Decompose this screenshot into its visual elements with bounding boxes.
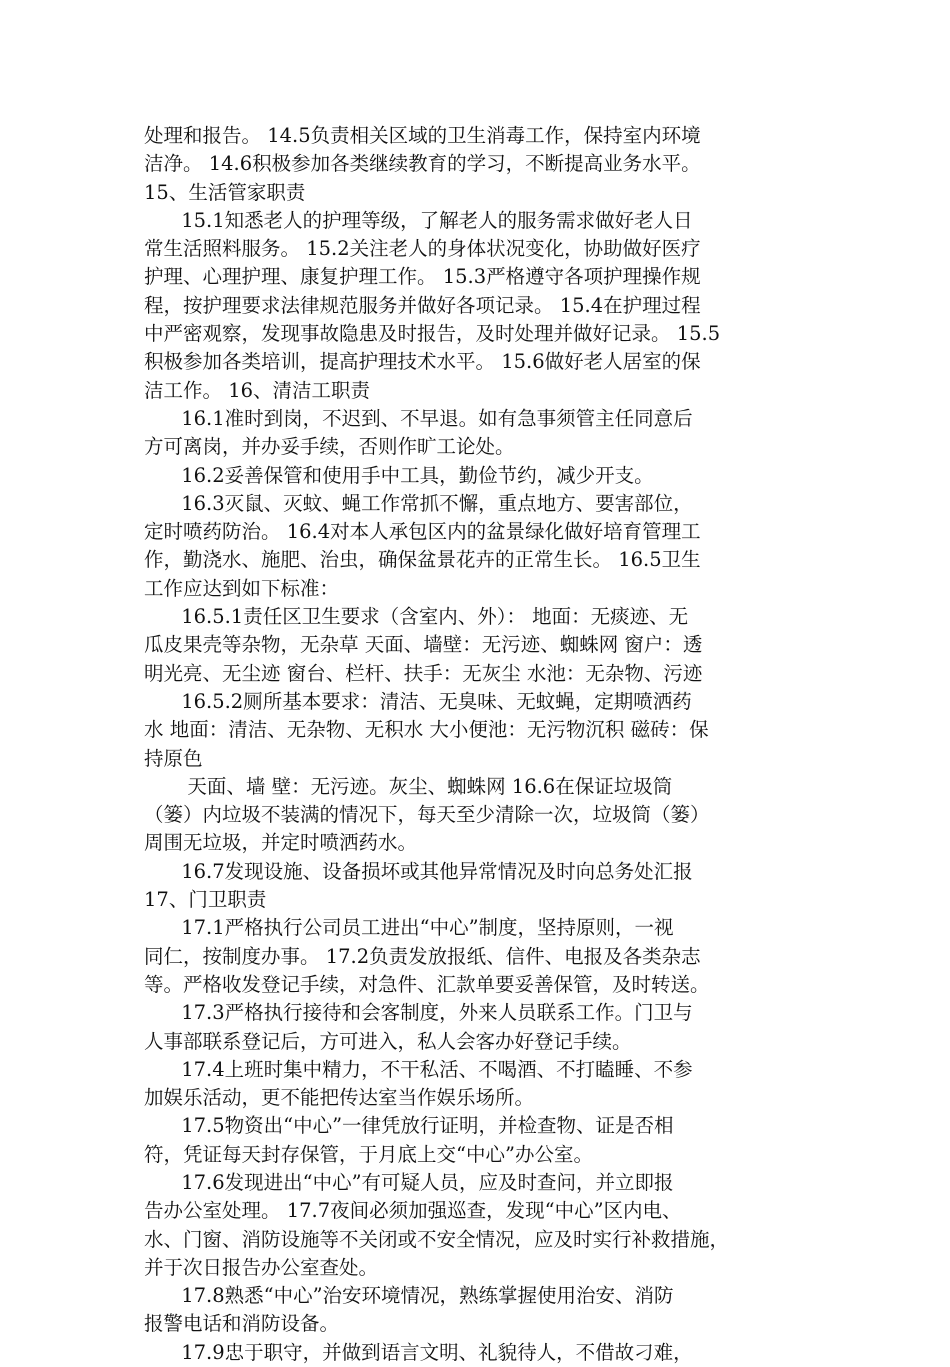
text-line: 17.3严格执行接待和会客制度，外来人员联系工作。门卫与	[144, 1001, 693, 1025]
text-line: 17.1严格执行公司员工进出“中心”制度，坚持原则，一视	[144, 916, 674, 940]
text-line: 水、门窗、消防设施等不关闭或不安全情况，应及时实行补救措施，	[144, 1227, 730, 1251]
text-line: 17.4上班时集中精力，不干私活、不喝酒、不打瞌睡、不参	[144, 1057, 693, 1081]
text-line: 16.7发现设施、设备损坏或其他异常情况及时向总务处汇报	[144, 859, 693, 883]
text-line: 周围无垃圾，并定时喷洒药水。	[144, 831, 418, 855]
text-line: 作，勤浇水、施肥、治虫，确保盆景花卉的正常生长。 16.5卫生	[144, 548, 701, 572]
text-line: 护理、心理护理、康复护理工作。 15.3严格遵守各项护理操作规	[144, 265, 701, 289]
text-line: 16.1准时到岗，不迟到、不早退。如有急事须管主任同意后	[144, 406, 693, 430]
text-line: 17.9忠于职守，并做到语言文明、礼貌待人，不借故刁难，	[144, 1340, 693, 1364]
text-line: 加娱乐活动，更不能把传达室当作娱乐场所。	[144, 1086, 535, 1110]
text-line: 明光亮、无尘迹 窗台、栏杆、扶手：无灰尘 水池：无杂物、污迹	[144, 661, 703, 685]
text-line: 方可离岗，并办妥手续，否则作旷工论处。	[144, 435, 515, 459]
text-line: 16.2妥善保管和使用手中工具，勤俭节约，减少开支。	[144, 463, 654, 487]
text-line: 符，凭证每天封存保管，于月底上交“中心”办公室。	[144, 1142, 593, 1166]
text-line: 16.5.1责任区卫生要求（含室内、外）： 地面：无痰迹、无	[144, 605, 689, 629]
text-line: 人事部联系登记后，方可进入，私人会客办好登记手续。	[144, 1029, 632, 1053]
text-line: 常生活照料服务。 15.2关注老人的身体状况变化，协助做好医疗	[144, 237, 701, 261]
text-line: 瓜皮果壳等杂物，无杂草 天面、墙壁：无污迹、蜘蛛网 窗户：透	[144, 633, 703, 657]
text-line: 17.8熟悉“中心”治安环境情况，熟练掌握使用治安、消防	[144, 1284, 674, 1308]
text-line: 处理和报告。 14.5负责相关区域的卫生消毒工作，保持室内环境	[144, 124, 701, 147]
text-line: 中严密观察，发现事故隐患及时报告，及时处理并做好记录。 15.5	[144, 322, 721, 346]
body-text	[144, 122, 814, 1367]
text-line: 16.5.2厕所基本要求：清洁、无臭味、无蚊蝇，定期喷洒药	[144, 689, 692, 713]
text-line: 工作应达到如下标准：	[144, 576, 340, 600]
text-line: 17.5物资出“中心”一律凭放行证明，并检查物、证是否相	[144, 1114, 674, 1138]
text-line: 并于次日报告办公室查处。	[144, 1255, 379, 1279]
text-line: 同仁，按制度办事。 17.2负责发放报纸、信件、电报及各类杂志	[144, 944, 701, 968]
text-line: 16.3灭鼠、灭蚊、蝇工作常抓不懈，重点地方、要害部位，	[144, 491, 693, 515]
text-line: 定时喷药防治。 16.4对本人承包区内的盆景绿化做好培育管理工	[144, 520, 701, 544]
text-line: 告办公室处理。 17.7夜间必须加强巡查，发现“中心”区内电、	[144, 1199, 682, 1223]
text-line: 17.6发现进出“中心”有可疑人员，应及时查问，并立即报	[144, 1170, 674, 1194]
text-line: 洁工作。 16、清洁工职责	[144, 378, 371, 402]
section-heading: 15、生活管家职责	[144, 180, 306, 204]
text-line: 天面、墙 壁：无污迹。灰尘、蜘蛛网 16.6在保证垃圾筒	[144, 774, 673, 798]
text-line: 等。严格收发登记手续，对急件、汇款单要妥善保管，及时转送。	[144, 972, 710, 996]
text-line: 洁净。 14.6积极参加各类继续教育的学习，不断提高业务水平。	[144, 152, 701, 176]
text-line: （篓）内垃圾不装满的情况下，每天至少清除一次，垃圾筒（篓）	[144, 803, 710, 827]
text-line: 报警电话和消防设备。	[144, 1312, 340, 1336]
section-heading: 17、门卫职责	[144, 888, 267, 912]
text-line: 15.1知悉老人的护理等级，了解老人的服务需求做好老人日	[144, 208, 693, 232]
text-line: 积极参加各类培训，提高护理技术水平。 15.6做好老人居室的保	[144, 350, 701, 374]
text-line: 程，按护理要求法律规范服务并做好各项记录。 15.4在护理过程	[144, 293, 701, 317]
text-line: 水 地面：清洁、无杂物、无积水 大小便池：无污物沉积 磁砖：保	[144, 718, 709, 742]
text-line: 持原色	[144, 746, 203, 770]
